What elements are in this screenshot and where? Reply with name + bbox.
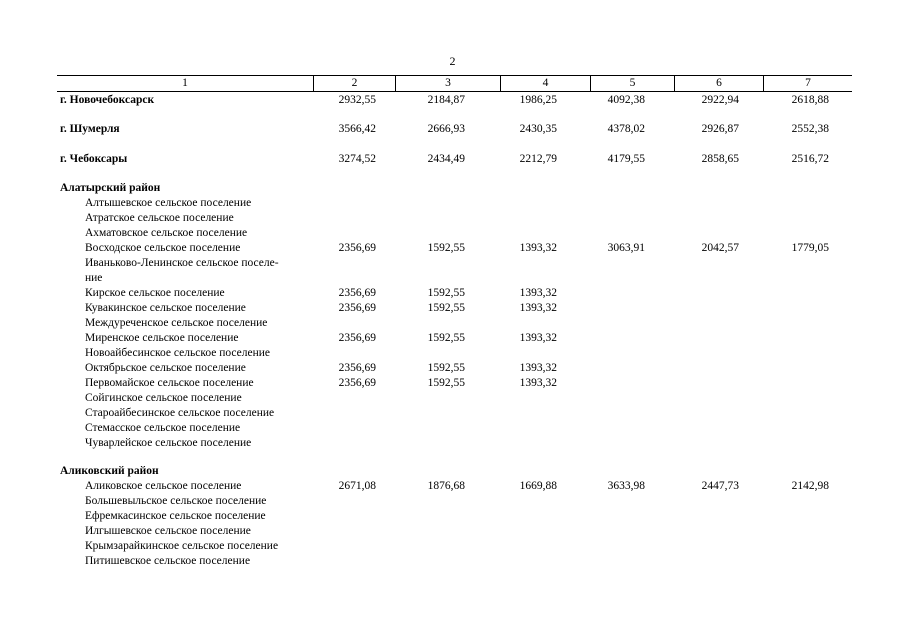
settlement-name: Междуреченское сельское поселение <box>85 317 268 329</box>
header-col-5: 5 <box>590 76 674 91</box>
value-cell-col-7: 1779,05 <box>791 242 829 254</box>
value-cell-col-2: 3274,52 <box>338 153 376 165</box>
page-number: 2 <box>449 54 456 68</box>
table-row <box>0 524 905 539</box>
table-row <box>0 316 905 331</box>
value-cell-col-4: 1393,32 <box>519 377 557 389</box>
header-col-6: 6 <box>674 76 763 91</box>
value-cell-col-4: 1393,32 <box>519 242 557 254</box>
group-name: Алатырский район <box>60 182 161 194</box>
table-row <box>0 241 905 256</box>
value-cell-col-6: 2858,65 <box>701 153 739 165</box>
settlement-name: Ефремкасинское сельское поселение <box>85 510 266 522</box>
value-cell-col-7: 2516,72 <box>791 153 829 165</box>
table-row <box>0 376 905 391</box>
value-cell-col-5: 4378,02 <box>607 123 645 135</box>
settlement-name: Ахматовское сельское поселение <box>85 227 248 239</box>
value-cell-col-2: 2356,69 <box>338 302 376 314</box>
settlement-name: Староайбесинское сельское поселение <box>85 407 275 419</box>
table-row <box>0 494 905 509</box>
value-cell-col-6: 2926,87 <box>701 123 739 135</box>
group-name: Аликовский район <box>60 465 159 477</box>
value-cell-col-3: 1592,55 <box>427 362 465 374</box>
table-row <box>0 211 905 226</box>
table-row <box>0 256 905 271</box>
value-cell-col-3: 1876,68 <box>427 480 465 492</box>
value-cell-col-7: 2618,88 <box>791 94 829 106</box>
value-cell-col-4: 1986,25 <box>519 94 557 106</box>
table-row <box>0 464 905 479</box>
value-cell-col-5: 3063,91 <box>607 242 645 254</box>
table-row <box>0 436 905 451</box>
value-cell-col-4: 1393,32 <box>519 362 557 374</box>
value-cell-col-3: 2434,49 <box>427 153 465 165</box>
table-row <box>0 152 905 167</box>
value-cell-col-2: 2356,69 <box>338 362 376 374</box>
settlement-name: Чуварлейское сельское поселение <box>85 437 252 449</box>
value-cell-col-4: 1393,32 <box>519 332 557 344</box>
table-row <box>0 122 905 137</box>
value-cell-col-2: 2932,55 <box>338 94 376 106</box>
header-col-4: 4 <box>500 76 590 91</box>
group-name: г. Чебоксары <box>60 153 128 165</box>
value-cell-col-2: 2356,69 <box>338 242 376 254</box>
value-cell-col-6: 2042,57 <box>701 242 739 254</box>
table-row <box>0 421 905 436</box>
value-cell-col-3: 1592,55 <box>427 302 465 314</box>
settlement-name: ние <box>85 272 103 284</box>
value-cell-col-3: 1592,55 <box>427 332 465 344</box>
header-col-2: 2 <box>313 76 395 91</box>
value-cell-col-2: 2356,69 <box>338 332 376 344</box>
settlement-name: Восходское сельское поселение <box>85 242 241 254</box>
header-col-7: 7 <box>763 76 852 91</box>
value-cell-col-6: 2922,94 <box>701 94 739 106</box>
header-col-1: 1 <box>182 77 188 89</box>
value-cell-col-4: 1393,32 <box>519 287 557 299</box>
table-row <box>0 93 905 108</box>
settlement-name: Октябрьское сельское поселение <box>85 362 246 374</box>
table-row <box>0 554 905 569</box>
value-cell-col-3: 1592,55 <box>427 287 465 299</box>
settlement-name: Кувакинское сельское поселение <box>85 302 246 314</box>
value-cell-col-5: 3633,98 <box>607 480 645 492</box>
table-row <box>0 406 905 421</box>
settlement-name: Аликовское сельское поселение <box>85 480 242 492</box>
settlement-name: Сойгинское сельское поселение <box>85 392 242 404</box>
value-cell-col-5: 4179,55 <box>607 153 645 165</box>
table-row <box>0 301 905 316</box>
settlement-name: Крымзарайкинское сельское поселение <box>85 540 279 552</box>
settlement-name: Новоайбесинское сельское поселение <box>85 347 270 359</box>
settlement-name: Стемасское сельское поселение <box>85 422 241 434</box>
table-row <box>0 479 905 494</box>
value-cell-col-2: 3566,42 <box>338 123 376 135</box>
value-cell-col-3: 2666,93 <box>427 123 465 135</box>
table-row <box>0 361 905 376</box>
group-name: г. Шумерля <box>60 123 120 135</box>
value-cell-col-4: 1393,32 <box>519 302 557 314</box>
table-row <box>0 346 905 361</box>
header-col-3: 3 <box>395 76 500 91</box>
table-row <box>0 509 905 524</box>
value-cell-col-3: 1592,55 <box>427 377 465 389</box>
settlement-name: Миренское сельское поселение <box>85 332 239 344</box>
table-row <box>0 331 905 346</box>
settlement-name: Илгышевское сельское поселение <box>85 525 251 537</box>
settlement-name: Первомайское сельское поселение <box>85 377 254 389</box>
value-cell-col-2: 2671,08 <box>338 480 376 492</box>
table-row <box>0 226 905 241</box>
table-row <box>0 391 905 406</box>
table-row <box>0 539 905 554</box>
value-cell-col-2: 2356,69 <box>338 377 376 389</box>
value-cell-col-4: 2430,35 <box>519 123 557 135</box>
value-cell-col-5: 4092,38 <box>607 94 645 106</box>
settlement-name: Большевыльское сельское поселение <box>85 495 267 507</box>
settlement-name: Алтышевское сельское поселение <box>85 197 252 209</box>
value-cell-col-6: 2447,73 <box>701 480 739 492</box>
table-row <box>0 286 905 301</box>
table-row <box>0 271 905 286</box>
settlement-name: Питишевское сельское поселение <box>85 555 251 567</box>
settlement-name: Иваньково-Ленинское сельское поселе- <box>85 257 279 269</box>
settlement-name: Атратское сельское поселение <box>85 212 234 224</box>
table-row <box>0 196 905 211</box>
value-cell-col-2: 2356,69 <box>338 287 376 299</box>
table-row <box>0 181 905 196</box>
value-cell-col-3: 2184,87 <box>427 94 465 106</box>
value-cell-col-4: 1669,88 <box>519 480 557 492</box>
group-name: г. Новочебоксарск <box>60 94 155 106</box>
value-cell-col-7: 2552,38 <box>791 123 829 135</box>
value-cell-col-4: 2212,79 <box>519 153 557 165</box>
value-cell-col-7: 2142,98 <box>791 480 829 492</box>
settlement-name: Кирское сельское поселение <box>85 287 225 299</box>
value-cell-col-3: 1592,55 <box>427 242 465 254</box>
